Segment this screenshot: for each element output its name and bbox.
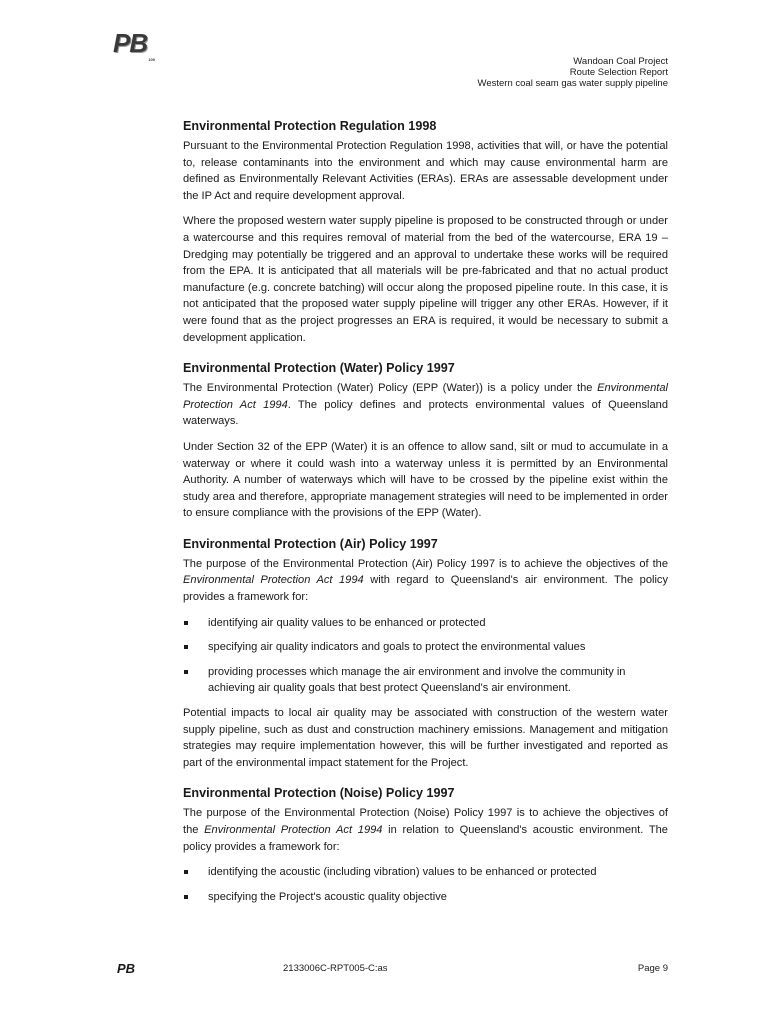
bullet-list-air	[183, 615, 668, 697]
list-item: identifying air quality values to be enhanced or protected	[183, 615, 668, 632]
paragraph: The purpose of the Environmental Protection (Noise) Policy 1997 is to achieve the objectives of the Environmental Protection Act 1994 in relation to Queensland's acoustic environment. The policy provides a framework for:	[183, 807, 668, 853]
paragraph: The purpose of the Environmental Protection (Air) Policy 1997 is to achieve the objectives of the Environmental Protection Act 1994 with regard to Queensland's air environment. The policy provides a framework for:	[183, 557, 669, 604]
section-heading-epr: Environmental Protection Regulation 1998	[183, 119, 437, 133]
bullet-icon	[184, 645, 188, 649]
bullet-icon	[184, 870, 188, 874]
page-footer	[113, 961, 668, 977]
list-item: specifying air quality indicators and goals to protect the environmental values	[183, 639, 668, 656]
paragraph: Potential impacts to local air quality may be associated with construction of the western water supply pipeline, such as dust and construction machinery emissions. Management and mitigation strategies may require implementation however, this will be further investigated and reported as part of the environmental impact statement for the Project.	[183, 707, 668, 769]
logo-subtext: 100	[148, 57, 155, 62]
bullet-icon	[184, 621, 188, 625]
bullet-list-noise	[183, 864, 668, 905]
header-subject: Western coal seam gas water supply pipeline	[477, 78, 668, 89]
list-item: providing processes which manage the air environment and involve the community in achieving air quality goals that best protect Queensland's air environment.	[183, 664, 668, 697]
paragraph: Under Section 32 of the EPP (Water) it is an offence to allow sand, silt or mud to accumulate in a waterway or where it could wash into a waterway unless it is permitted by an Environmental Authority. A number of waterways which will have to be crossed by the pipeline exist within the study area and therefore, appropriate management strategies will need to be implemented in order to ensure compliance with the provisions of the EPP (Water).	[183, 440, 668, 520]
header-report: Route Selection Report	[569, 67, 668, 78]
header-project: Wandoan Coal Project	[573, 56, 668, 67]
page-header	[478, 56, 668, 89]
paragraph: The Environmental Protection (Water) Policy (EPP (Water)) is a policy under the Environmental Protection Act 1994. The policy defines and protects environmental values of Queensland waterways.	[183, 382, 668, 428]
paragraph: Pursuant to the Environmental Protection Regulation 1998, activities that will, or have the potential to, release contaminants into the environment and which may cause environmental harm are defined as Environmentally Relevant Activities (ERAs). ERAs are assessable development under the IP Act and require development approval.	[183, 140, 668, 202]
footer-logo: PB	[117, 961, 136, 976]
logo-text: PB	[113, 28, 148, 58]
bullet-icon	[184, 670, 188, 674]
document-reference: 2133006C-RPT005-C:as	[283, 963, 388, 974]
section-heading-noise: Environmental Protection (Noise) Policy 1997	[183, 786, 455, 801]
list-item: identifying the acoustic (including vibration) values to be enhanced or protected	[183, 864, 668, 881]
company-logo	[113, 30, 157, 68]
section-heading-air: Environmental Protection (Air) Policy 1997	[183, 536, 438, 551]
bullet-icon	[184, 895, 188, 899]
paragraph: Where the proposed western water supply pipeline is proposed to be constructed through or under a watercourse and this requires removal of material from the bed of the watercourse, ERA 19 – Dredging may potentially be triggered and an approval to undertake these works will be required from the EPA. It is anticipated that all materials will be pre-fabricated and that no actual product manufacture (e.g. concrete batching) will occur along the proposed pipeline route. In this case, it is not anticipated that the proposed water supply pipeline will trigger any other ERAs. However, if it were found that as the project progresses an ERA is required, it would be necessary to submit a development application.	[183, 215, 668, 344]
page-number: Page 9	[637, 963, 668, 974]
section-heading-water: Environmental Protection (Water) Policy 1997	[183, 361, 455, 376]
list-item: specifying the Project's acoustic quality objective	[183, 889, 668, 906]
document-body	[183, 118, 668, 913]
